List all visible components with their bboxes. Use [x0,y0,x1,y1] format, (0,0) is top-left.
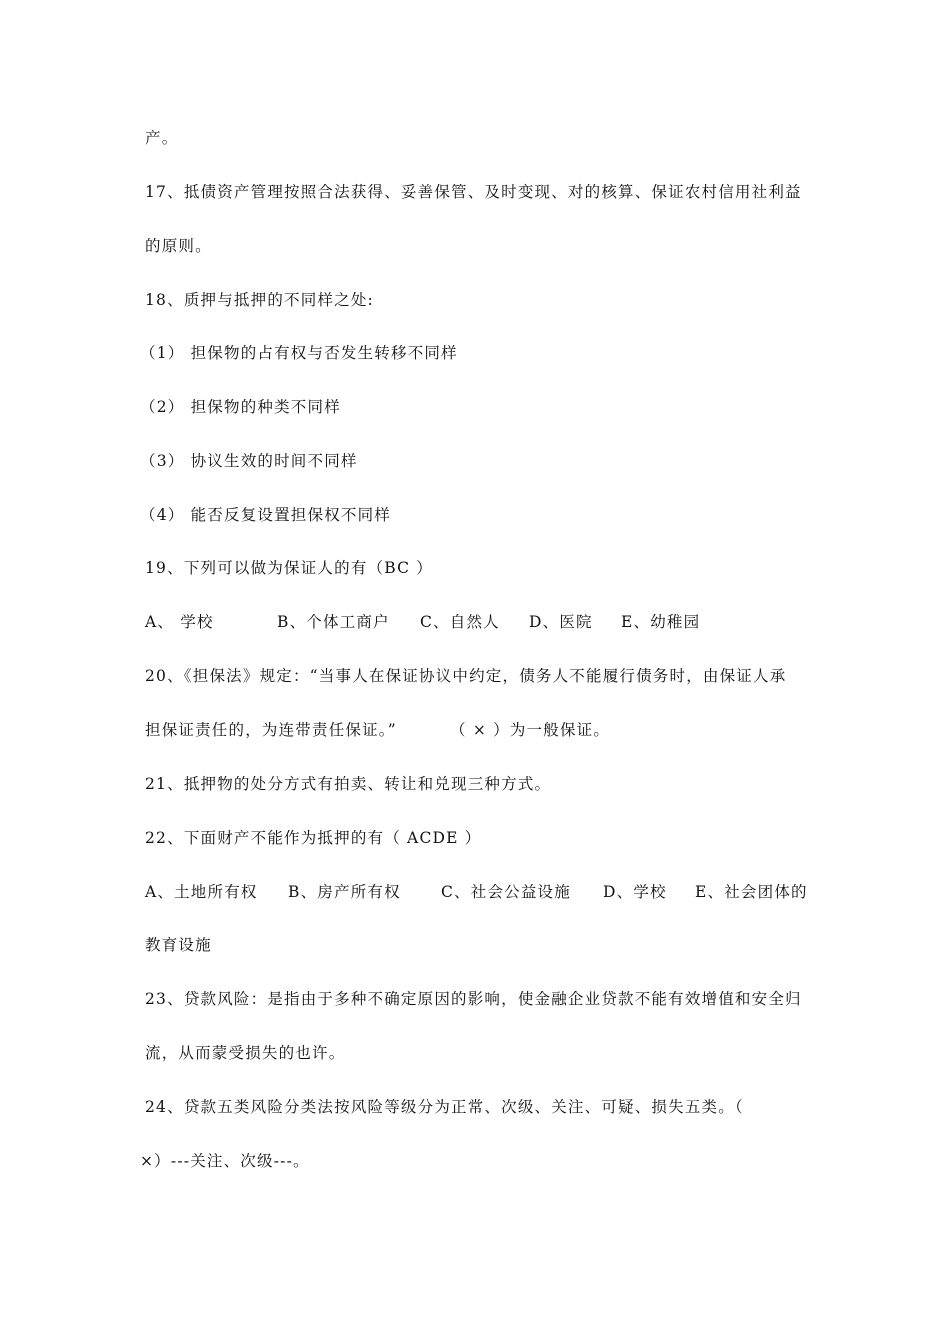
item-21-line: 21、抵押物的处分方式有拍卖、转让和兑现三种方式。 [145,775,552,793]
item-17-line-1: 17、抵债资产管理按照合法获得、妥善保管、及时变现、对的核算、保证农村信用社利益 [145,183,802,201]
option-e: E、社会团体的 [695,883,808,901]
item-22-continuation: 教育设施 [145,936,212,954]
option-c: C、社会公益设施 [441,883,571,901]
item-18-point-2: （2） 担保物的种类不同样 [140,398,341,416]
option-c: C、自然人 [420,613,500,631]
item-17-line-2: 的原则。 [145,237,212,255]
option-d: D、学校 [603,883,667,901]
item-23-line-2: 流，从而蒙受损失的也许。 [145,1044,346,1062]
item-24-line-2: ×）---关注、次级---。 [140,1152,310,1170]
option-b: B、房产所有权 [288,883,401,901]
option-a: A、土地所有权 [145,883,258,901]
item-22-question: 22、下面财产不能作为抵押的有（ ACDE ） [145,829,482,847]
option-e: E、幼稚园 [621,613,701,631]
item-18-point-1: （1） 担保物的占有权与否发生转移不同样 [140,344,458,362]
item-18-point-3: （3） 协议生效的时间不同样 [140,452,358,470]
option-b: B、个体工商户 [277,613,390,631]
option-d: D、医院 [529,613,593,631]
item-19-question: 19、下列可以做为保证人的有（BC ） [145,559,433,577]
item-18-heading: 18、质押与抵押的不同样之处: [145,291,374,309]
item-18-point-4: （4） 能否反复设置担保权不同样 [140,506,391,524]
item-23-line-1: 23、贷款风险：是指由于多种不确定原因的影响，使金融企业贷款不能有效增值和安全归 [145,990,802,1008]
text-line: 产。 [145,129,179,147]
item-20-text: 担保证责任的，为连带责任保证。” [145,721,397,739]
item-24-line-1: 24、贷款五类风险分类法按风险等级分为正常、次级、关注、可疑、损失五类。（ [145,1098,744,1116]
option-a: A、 学校 [145,613,214,631]
item-20-line-1: 20、《担保法》规定：“当事人在保证协议中约定，债务人不能履行债务时，由保证人承 [145,667,787,685]
item-20-answer: （ × ）为一般保证。 [450,721,611,739]
